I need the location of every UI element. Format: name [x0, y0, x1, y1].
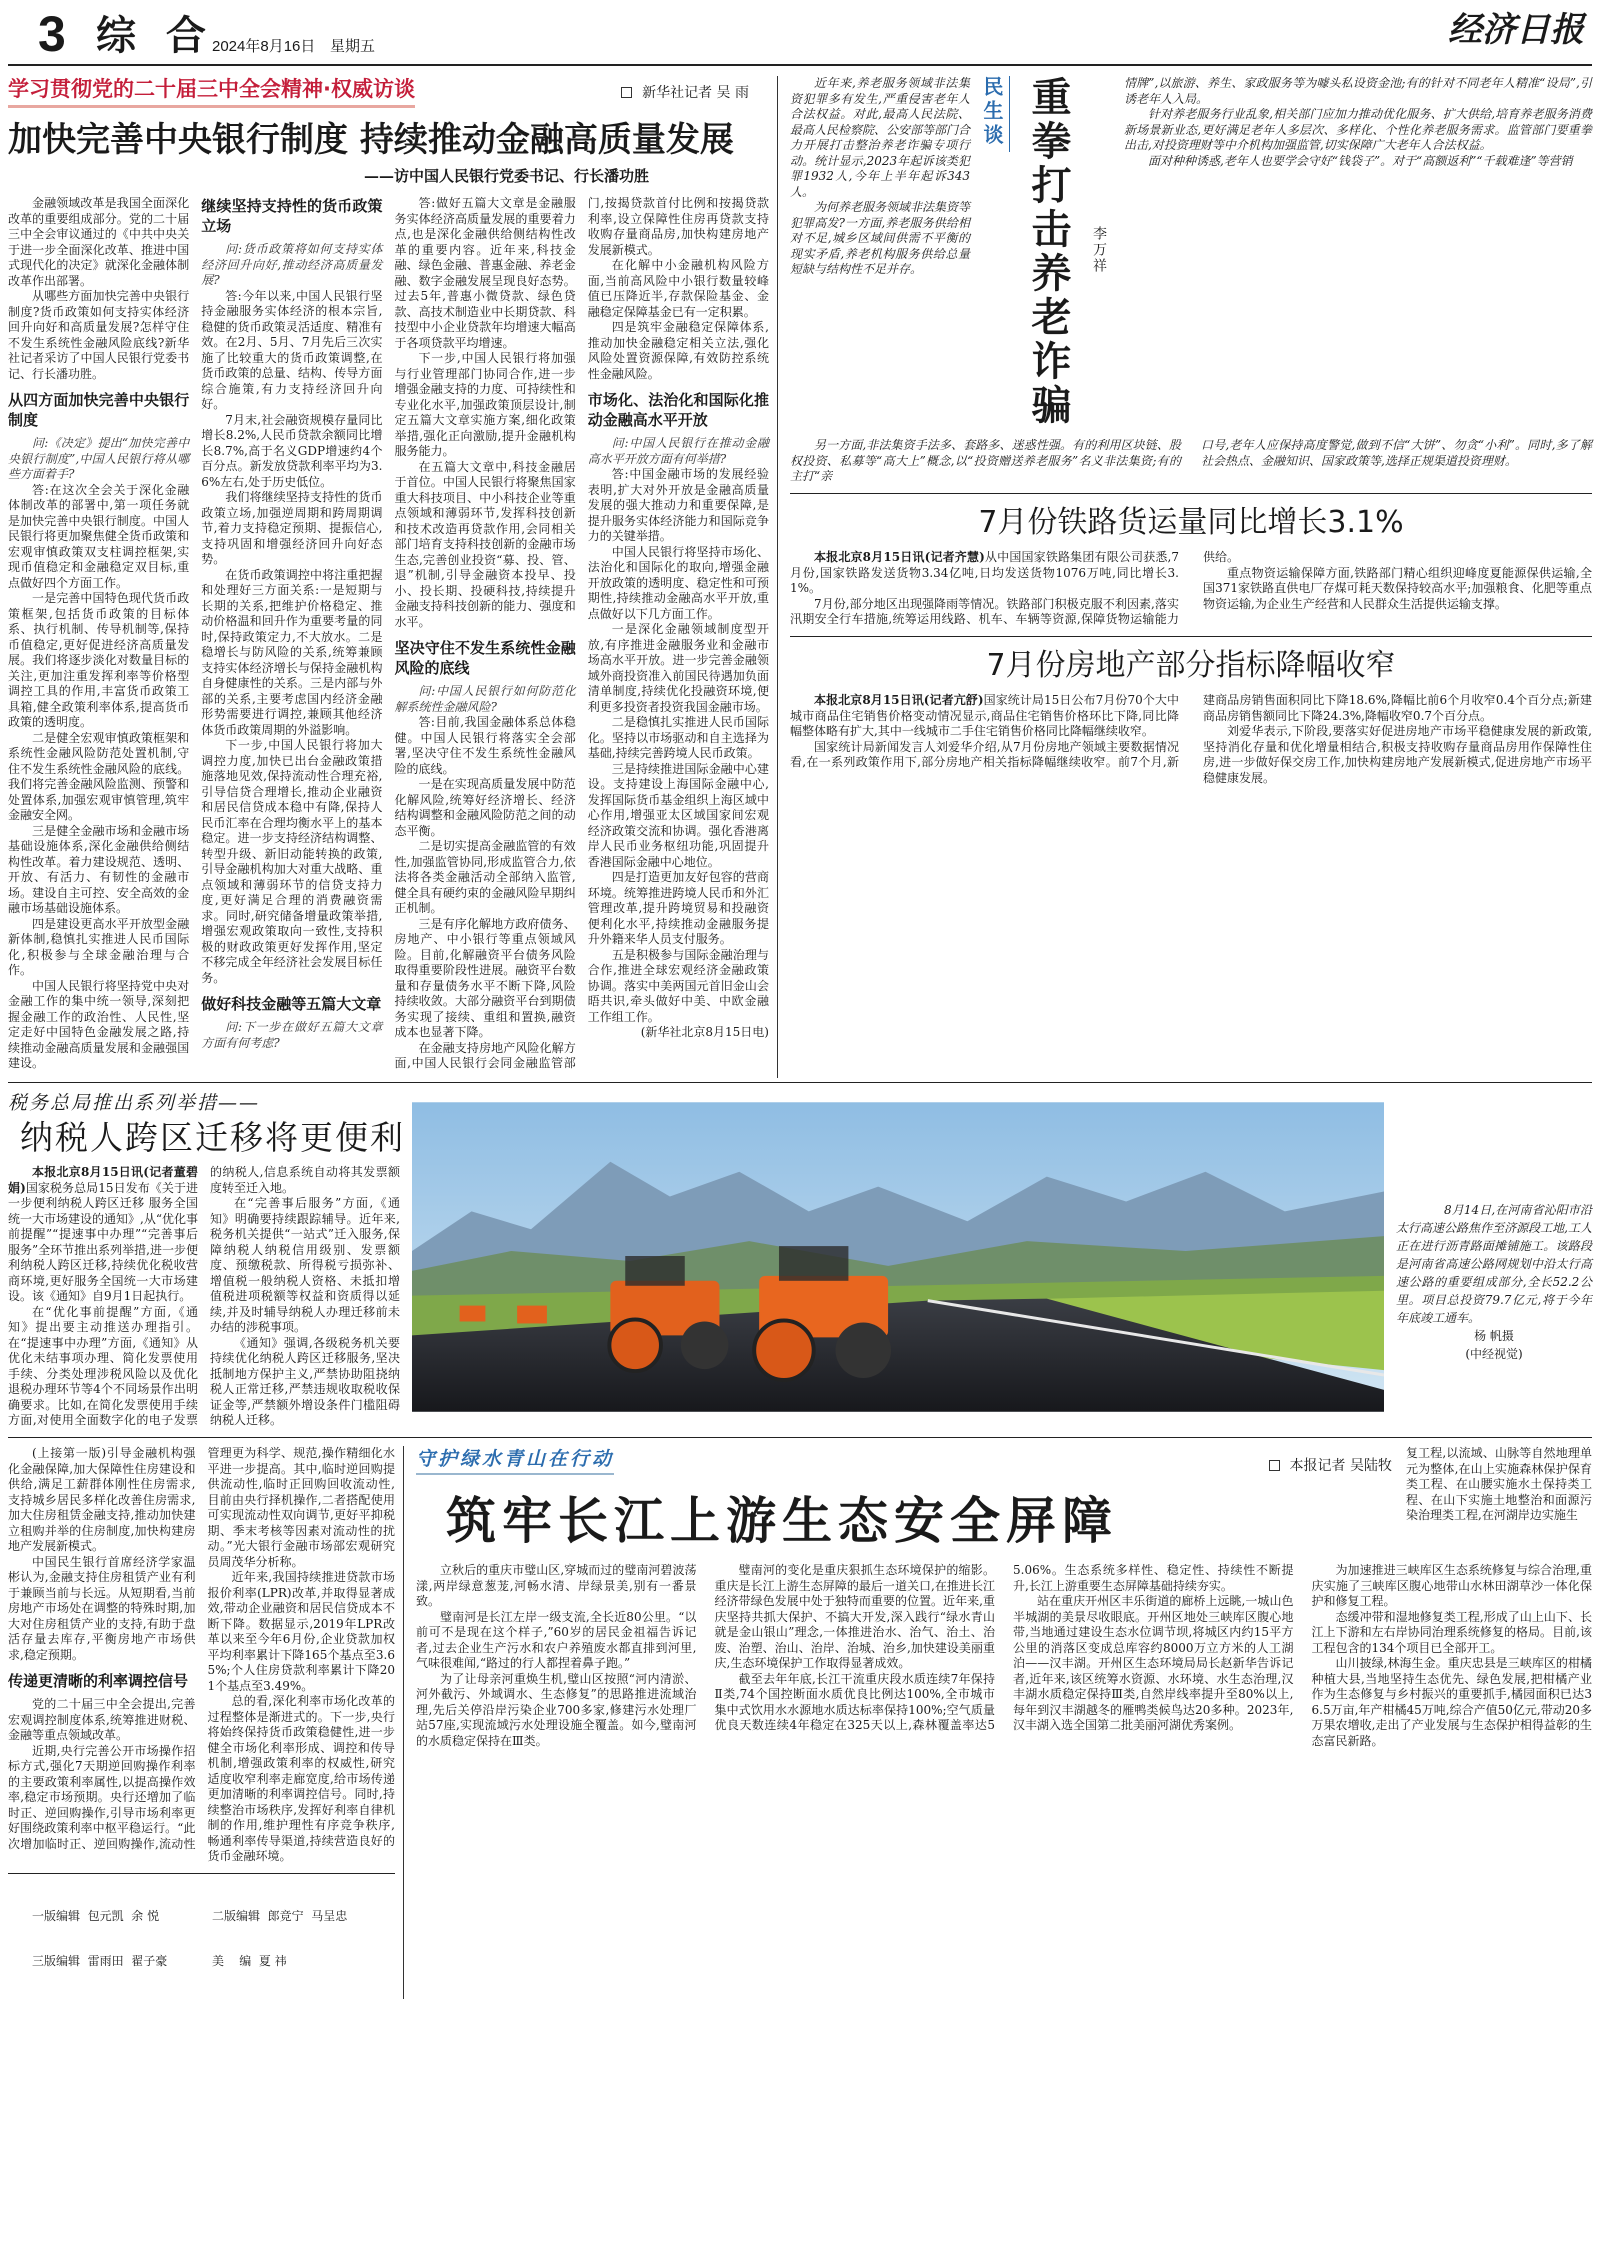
masthead: [0, 0, 1600, 66]
article-paragraph: 7月末,社会融资规模存量同比增长8.2%,人民币贷款余额同比增长8.7%,高于名义GDP增速约4个百分点。新发放贷款利率平均为3.6%左右,处于历史低位。: [201, 412, 383, 489]
article-paragraph: 我们将继续坚持支持性的货币政策立场,加强逆周期和跨周期调节,着力支持稳定预期、提振信心,支持巩固和增强经济回升向好态势。: [201, 490, 383, 566]
interview-question: 问:货币政策将如何支持实体经济回升向好,推动经济高质量发展?: [201, 242, 383, 287]
article-paragraph: 一是在实现高质量发展中防范化解风险,统筹好经济增长、经济结构调整和金融风险防范之间的动态平衡。: [394, 777, 576, 838]
section-rule: [8, 1082, 1592, 1084]
railway-article-body: [790, 550, 1592, 628]
newspaper-logo: 经济日报: [1448, 10, 1584, 50]
yangtze-article: [404, 1446, 1592, 1999]
article-paragraph: 四是建设更高水平开放型金融新体制,稳慎扎实推进人民币国际化,积极参与全球金融治理与合作。: [8, 916, 190, 977]
article-paragraph: 刘爱华表示,下阶段,要落实好促进房地产市场平稳健康发展的新政策,坚持消化存量和优化增量相结合,积极支持收购存量商品房用作保障性住房,进一步做好保交房工作,加快构建房地产发展新模式,促进房地产市场平稳健康发展。: [1203, 724, 1592, 785]
article-paragraph: 四是筑牢金融稳定保障体系,推动加快金融稳定相关立法,强化风险处置资源保障,有效防控系统性金融风险。: [587, 320, 769, 381]
commentary-author: [1090, 76, 1114, 432]
commentary-headline: [1020, 76, 1080, 432]
article-paragraph: 答:中国金融市场的发展经验表明,扩大对外开放是金融高质量发展的强大推动力和重要保障,是提升服务实体经济能力和国际竞争力的关键举措。: [587, 467, 769, 543]
article-paragraph: 从中国国家铁路集团有限公司获悉,7月份,国家铁路发送货物3.34亿吨,日均发送货物1076万吨,同比增长3.1%。: [790, 550, 1180, 595]
commentary-right: [1124, 76, 1592, 432]
article-paragraph: 近年来,我国持续推进贷款市场报价利率(LPR)改革,并取得显著成效,带动企业融资和居民信贷成本不断下降。数据显示,2019年LPR改革以来至今年6月份,企业贷款加权平均利率累计下降165个基点至3.65%;个人住房贷款利率累计下降201个基点至3.49%。: [207, 1570, 395, 1693]
article-paragraph: 三是健全金融市场和金融市场基础设施体系,深化金融供给侧结构性改革。着力建设规范、透明、开放、有活力、有韧性的金融市场。建设自主可控、安全高效的金融市场基础设施体系。: [8, 823, 190, 915]
article-paragraph: 立秋后的重庆市璧山区,穿城而过的璧南河碧波荡漾,两岸绿意葱茏,河畅水清、岸绿景美,别有一番景致。: [416, 1563, 697, 1608]
article-paragraph: 7月份,部分地区出现强降雨等情况。铁路部门积极克服不利因素,落实汛期安全行车措施,统筹运用线路、机车、车辆等资源,保障货物运输能力供给。: [790, 550, 1240, 626]
article-paragraph: 璧南河的变化是重庆狠抓生态环境保护的缩影。重庆是长江上游生态屏障的最后一道关口,在推进长江经济带绿色发展中处于独特而重要的位置。近年来,重庆坚持共抓大保护、不搞大开发,深入践行“绿水青山就是金山银山”理念,一体推进治水、治气、治土、治废、治塑、治山、治岸、治城、治乡,加快建设美丽重庆,生态环境保护工作取得显著成效。: [714, 1563, 995, 1670]
article-paragraph: 中国人民银行将坚持市场化、法治化和国际化的取向,增强金融开放政策的透明度、稳定性和可预期性,持续推动金融高水平开放,重点做好以下几方面工作。: [587, 544, 769, 621]
dateline: 本报北京8月15日讯(记者董碧娟): [8, 1165, 198, 1195]
yangtze-byline: [1269, 1457, 1392, 1475]
section-subheading: 做好科技金融等五篇大文章: [201, 995, 382, 1013]
section-rule: [790, 636, 1592, 638]
commentary-bottom-right: [1201, 438, 1592, 485]
article-paragraph: 为了让母亲河重焕生机,璧山区按照“河内清淤、河外截污、外域调水、生态修复”的思路推进流域治理,先后关停沿岸污染企业700多家,修建污水处理厂站57座,实现流域污水处理设施全覆盖。如今,璧南河的水质稳定保持在Ⅲ类。: [416, 1671, 697, 1748]
article-paragraph: 山川披绿,林海生金。重庆忠县是三峡库区的柑橘种植大县,当地坚持生态优先、绿色发展,把柑橘产业作为生态修复与乡村振兴的重要抓手,橘园面积已达36.5万亩,年产柑橘45万吨,综合产值50亿元,带动20多万果农增收,走出了产业发展与生态保护相得益彰的生态富民新路。: [1311, 1656, 1592, 1748]
article-paragraph: 下一步,中国人民银行将加强与行业管理部门协同合作,进一步增强金融支持的力度、可持续性和专业化水平,加强政策顶层设计,制定五篇大文章实施方案,细化政策举措,强化正向激励,提升金融机构服务能力。: [394, 351, 576, 458]
photo-caption: [1396, 1201, 1592, 1363]
byline-box-icon: [621, 87, 632, 98]
article-paragraph: 三是有序化解地方政府债务、房地产、中小银行等重点领域风险。目前,化解融资平台债务风险取得重要阶段性进展。融资平台数量和存量债务水平不断下降,风险持续收敛。大部分融资平台到期债务实现了接续、重组和置换,融资成本也显著下降。: [394, 916, 576, 1039]
article-paragraph: 《通知》强调,各级税务机关要持续优化纳税人跨区迁移服务,坚决抵制地方保护主义,严禁协助阻挠纳税人正常迁移,严禁违规收取税收保证金等,严禁额外增设条件门槛阻碍纳税人迁移。: [210, 1335, 400, 1427]
article-paragraph: 二是健全宏观审慎政策框架和系统性金融风险防范处置机制,守住不发生系统性金融风险的底线。我们将完善金融风险监测、预警和处置体系,加强宏观审慎管理,筑牢金融安全网。: [8, 730, 190, 822]
issue-weekday: 星期五: [330, 38, 376, 55]
author-text: 李万祥: [1091, 226, 1107, 274]
commentary-paragraph: 为何养老服务领域非法集资等犯罪高发?一方面,养老服务供给相对不足,城乡区域间供需不平衡的现实矛盾,养老机构服务供给总量短缺与结构性不足并存。: [790, 200, 971, 276]
article-paragraph: 国家统计局15日公布7月份70个大中城市商品住宅销售价格变动情况显示,商品住宅销售价格环比下降,同比降幅整体略有扩大,其中一线城市二手住宅销售价格同比降幅继续收窄。: [790, 693, 1179, 738]
section-subheading: 从四方面加快完善中央银行制度: [8, 391, 190, 429]
article-paragraph: (上接第一版)引导金融机构强化金融保障,加大保障性住房建设和供给,满足工薪群体刚性住房需求,支持城乡居民多样化改善住房需求,加大住房租赁金融支持,推动加快建立租购并举的住房制度,加快构建房地产发展新模式。: [8, 1446, 196, 1553]
byline-text: 本报记者 吴陆牧: [1289, 1458, 1392, 1474]
photo-credit: 杨 帆摄: [1474, 1329, 1514, 1343]
article-paragraph: 在金融支持房地产风险化解方面,中国人民银行会同金融监管部门,按揭贷款首付比例和按揭贷款利率,设立保障性住房再贷款支持收购存量商品房,加快构建房地产发展新模式。: [394, 196, 769, 1070]
article-paragraph: 五是积极参与国际金融治理与合作,推进全球宏观经济金融政策协调。落实中美两国元首旧金山会晤共识,牵头做好中美、中欧金融工作组工作。: [587, 947, 769, 1024]
editors-rule: [8, 1873, 395, 1875]
railway-headline: 7月份铁路货运量同比增长3.1%: [978, 505, 1404, 540]
yangtze-headline: 筑牢长江上游生态安全屏障: [446, 1492, 1118, 1550]
commentary-paragraph: 情牌”,以旅游、养生、家政服务等为噱头私设资金池;有的针对不同老年人精准“设局”,引诱老年人入局。: [1124, 76, 1592, 106]
article-paragraph: 璧南河是长江左岸一级支流,全长近80公里。“以前可不是现在这个样子,”60岁的居民金祖福告诉记者,过去企业生产污水和农户养殖废水都直排到河里,气味很难闻,“路过的行人都捏着鼻子跑。”: [416, 1609, 697, 1670]
article-paragraph: 在“完善事后服务”方面,《通知》明确要持续跟踪辅导。近年来,税务机关提供“一站式”迁入服务,保障纳税人纳税信用级别、发票额度、预缴税款、所得税亏损弥补、增值税一般纳税人资格、未抵扣增值税进项税额等权益和资质得以延续,并及时辅导纳税人办理迁移前未办结的涉税事项。: [210, 1196, 400, 1334]
commentary-left: [790, 76, 970, 432]
lead-article: [8, 76, 778, 1078]
construction-photo: [412, 1101, 1384, 1413]
article-paragraph: 答:今年以来,中国人民银行坚持金融服务实体经济的根本宗旨,稳健的货币政策灵活适度、精准有效。在2月、5月、7月先后三次实施了比较重大的货币政策调整,在货币政策的总量、结构、传导方面综合施策,有力支持经济回升向好。: [201, 288, 383, 411]
article-paragraph: 在五篇大文章中,科技金融居于首位。中国人民银行将聚焦国家重大科技项目、中小科技企业等重点领域和薄弱环节,发挥科技创新和技术改造再贷款作用,会同相关部门培育支持科技创新的金融市场生态,完善创业投资“募、投、管、退”机制,引导金融资本投早、投小、投长期、投硬科技,持续提升金融支持科技创新的能力、强度和水平。: [394, 459, 576, 629]
interview-question: 问:中国人民银行如何防范化解系统性金融风险?: [394, 684, 576, 714]
section-rule: [8, 1437, 1592, 1439]
tax-headline: 纳税人跨区迁移将更便利: [20, 1118, 405, 1157]
article-paragraph: 站在重庆开州区丰乐街道的廊桥上远眺,一城山色半城湖的美景尽收眼底。开州区地处三峡库区腹心地带,当地通过建设生态水位调节坝,将城区内约15平方公里的消落区变成总库容约8000万立方米的人工湖泊——汉丰湖。开州区生态环境局局长赵新华告诉记者,近年来,该区统筹水资源、水环境、水生态治理,汉丰湖水质稳定保持Ⅲ类,自然岸线率提升至80%以上,每年到汉丰湖越冬的雁鸭类候鸟达20多种。2023年,汉丰湖入选全国第二批美丽河湖优秀案例。: [1013, 1594, 1294, 1732]
yangtze-side-text: [1406, 1446, 1592, 1553]
tax-kicker: 税务总局推出系列举措——: [8, 1092, 261, 1114]
section-name: 综 合: [96, 12, 214, 59]
article-paragraph: 一是完善中国特色现代货币政策框架,包括货币政策的目标体系、执行机制、传导机制等,保持币值稳定,更好促进经济高质量发展。我们将逐步淡化对数量目标的关注,更加注重发挥利率等价格型调控工具的作用,丰富货币政策工具箱,健全政策利率体系,提高货币政策的透明度。: [8, 591, 190, 729]
yangtze-header: [416, 1446, 1392, 1553]
commentary-paragraph: 面对种种诱惑,老年人也要学会守好“钱袋子”。对于“高额返利”“千载难逢”等营销: [1148, 153, 1573, 168]
lead-byline: [621, 84, 769, 108]
editors-credits: [8, 1879, 395, 1999]
interview-question: 问:中国人民银行在推动金融高水平开放方面有何举措?: [587, 436, 769, 466]
article-paragraph: 截至去年年底,长江干流重庆段水质连续7年保持Ⅱ类,74个国控断面水质优良比例达100%,全市城市集中式饮用水水源地水质达标率保持100%;空气质量优良天数连续4年稳定在325天以上,森林覆盖率达55.06%。生态系统多样性、稳定性、持续性不断提升,长江上游重要生态屏障基础持续夯实。: [714, 1563, 1294, 1732]
continuation-article-body: [8, 1446, 395, 1865]
column-label-text: 民生谈: [980, 76, 1004, 148]
tax-article-body: [8, 1165, 400, 1429]
article-paragraph: 国家统计局新闻发言人刘爱华介绍,从7月份房地产领域主要数据情况看,在一系列政策作用下,部分房地产相关指标降幅继续收窄。前7个月,新建商品房销售面积同比下降18.6%,降幅比前6个月收窄0.4个百分点;新建商品房销售额同比下降24.3%,降幅收窄0.7个百分点。: [790, 693, 1592, 769]
article-paragraph: 总的看,深化利率市场化改革的过程整体是渐进式的。下一步,央行将始终保持货币政策稳健性,进一步健全市场化利率形成、调控和传导机制,增强政策利率的权威性,研究适度收窄利率走廊宽度,给市场传递更加清晰的利率调控信号。同时,持续整治市场秩序,发挥好利率自律机制的作用,维护理性有序竞争秩序,畅通利率传导渠道,持续营造良好的货币金融环境。: [207, 1694, 395, 1863]
commentary-paragraph: 另一方面,非法集资手法多、套路多、迷惑性强。有的利用区块链、股权投资、私募等“高大上”概念,以“投资赠送养老服务”名义非法集资;有的主打“亲: [790, 438, 1181, 483]
article-paragraph: 一是深化金融领域制度型开放,有序推进金融服务业和金融市场高水平开放。进一步完善金融领域外商投资准入前国民待遇加负面清单制度,持续优化投融资环境,便利更多投资者投资我国金融市场。: [587, 622, 769, 714]
section-subheading: 坚决守住不发生系统性金融风险的底线: [394, 639, 576, 677]
article-paragraph: 在货币政策调控中将注重把握和处理好三方面关系:一是短期与长期的关系,把维护价格稳定、推动价格温和回升作为重要考量的同时,保持政策定力,不大放水。二是稳增长与防风险的关系,统筹兼顾支持实体经济增长与保持金融机构自身健康性的关系。三是内部与外部的关系,主要考虑国内经济金融形势需要进行调控,兼顾其他经济体货币政策周期的外溢影响。: [201, 567, 383, 737]
article-paragraph: 中国民生银行首席经济学家温彬认为,金融支持住房租赁产业有利于兼顾当前与长远。从短期看,当前房地产市场处在调整的特殊时期,加大对住房租赁产业的支持,有助于盘活存量去库存,平衡房地产市场供求,稳定预期。: [8, 1554, 196, 1662]
interview-question: 问:下一步在做好五篇大文章方面有何考虑?: [201, 1020, 383, 1050]
commentary: [790, 76, 1592, 485]
editor-credit: 二版编辑 郎竞宁 马呈忠: [212, 1909, 348, 1923]
lead-article-body: [8, 196, 769, 1078]
article-paragraph: 答:目前,我国金融体系总体稳健。中国人民银行将落实全会部署,坚决守住不发生系统性金融风险的底线。: [394, 715, 576, 776]
article-paragraph: 在“优化事前提醒”方面,《通知》提出要主动推送办理指引。在“提速事中办理”方面,《通知》从优化未结事项办理、简化发票使用手续、分类处理涉税风险以及优化退税办理环节等4个不同场景作出明确要求。比如,在简化发票使用手续方面,对使用全面数字化的电子发票的纳税人,信息系统自动将其发票额度转至迁入地。: [8, 1165, 400, 1427]
commentary-bottom-left: [790, 438, 1181, 485]
editor-credit: 一版编辑 包元凯 余 悦: [32, 1909, 160, 1923]
article-paragraph: 从哪些方面加快完善中央银行制度?货币政策如何支持实体经济回升向好和高质量发展?怎样守住不发生系统性金融风险底线?新华社记者采访了中国人民银行党委书记、行长潘功胜。: [8, 289, 190, 381]
tax-article: [8, 1091, 405, 1429]
article-paragraph: 三是持续推进国际金融中心建设。支持建设上海国际金融中心,发挥国际货币基金组织上海区域中心作用,增强亚太区域国家间宏观经济政策交流和协调。强化香港离岸人民币业务枢纽功能,巩固提升香港国际金融中心地位。: [587, 761, 769, 869]
article-paragraph: 答:做好五篇大文章是金融服务实体经济高质量发展的重要着力点,也是深化金融供给侧结构性改革的重要内容。近年来,科技金融、绿色金融、普惠金融、养老金融、数字金融发展呈现良好态势。过去5年,普惠小微贷款、绿色贷款、高技术制造业中长期贷款、科技型中小企业贷款年均增速大幅高于各项贷款平均增速。: [394, 196, 576, 350]
article-paragraph: 答:在这次全会关于深化金融体制改革的部署中,第一项任务就是加快完善中央银行制度。中国人民银行将更加聚焦健全货币政策和宏观审慎政策双支柱调控框架,实现币值稳定和金融稳定双目标,重点做好四个方面工作。: [8, 482, 190, 590]
article-paragraph: 近期,央行完善公开市场操作招标方式,强化7天期逆回购操作利率的主要政策利率属性,以提高操作效率,稳定市场预期。央行还增加了临时正、逆回购操作,引导市场利率更好围绕政策利率中枢平稳运行。“此次增加临时正、逆回购操作,流动性管理更为科学、规范,操作精细化水平进一步提高。其中,临时逆回购提供流动性,临时正回购回收流动性,目前由央行择机操作,二者搭配使用可实现流动性双向调节,更好平抑税期、季末考核等因素对流动性的扰动。”光大银行金融市场部宏观研究员周茂华分析称。: [8, 1446, 395, 1851]
interview-question: 问:《决定》提出“加快完善中央银行制度”,中国人民银行将从哪些方面着手?: [8, 436, 190, 481]
article-paragraph: 二是稳慎扎实推进人民币国际化。坚持以市场驱动和自主选择为基础,持续完善跨境人民币政策。: [587, 715, 769, 760]
dateline: 本报北京8月15日讯(记者亢舒): [814, 693, 984, 707]
article-paragraph: 重点物资运输保障方面,铁路部门精心组织迎峰度夏能源保供运输,全国371家铁路直供电厂存煤可耗天数保持较高水平;加强粮食、化肥等重点物资运输,为企业生产经营和人民群众生活提供运输支撑。: [1203, 565, 1592, 611]
section-subheading: 市场化、法治化和国际化推动金融高水平开放: [587, 391, 769, 429]
masthead-rule: [8, 64, 1592, 66]
photo-source: (中经视觉): [1465, 1347, 1523, 1361]
article-paragraph: 金融领域改革是我国全面深化改革的重要组成部分。党的二十届三中全会审议通过的《中共中央关于进一步全面深化改革、推进中国式现代化的决定》就深化金融体制改革作出部署。: [8, 196, 190, 288]
article-paragraph: 态缓冲带和湿地修复类工程,形成了山上山下、长江上下游和左右岸协同治理系统修复的格局。目前,该工程包含的134个项目已全部开工。: [1311, 1609, 1592, 1655]
article-paragraph: 为加速推进三峡库区生态系统修复与综合治理,重庆实施了三峡库区腹心地带山水林田湖草沙一体化保护和修复工程。: [1311, 1563, 1592, 1608]
article-paragraph: 在化解中小金融机构风险方面,当前高风险中小银行数量较峰值已压降近半,存款保险基金、金融稳定保障基金已有一定积累。: [587, 258, 769, 319]
commentary-headline-text: 重拳打击养老诈骗: [1025, 76, 1071, 428]
section-rule: [790, 493, 1592, 495]
article-paragraph: 四是打造更加友好包容的营商环境。统筹推进跨境人民币和外汇管理改革,提升跨境贸易和投融资便利化水平,持续推动金融服务提升外籍来华人员支付服务。: [587, 870, 769, 946]
commentary-top: [790, 76, 1592, 432]
dateline: 本报北京8月15日讯(记者齐慧): [814, 550, 985, 564]
right-column: [778, 76, 1592, 1078]
byline-box-icon: [1269, 1460, 1280, 1471]
middle-band: [0, 1091, 1600, 1429]
article-signoff: (新华社北京8月15日电): [640, 1025, 769, 1039]
page-content: [0, 70, 1600, 1999]
article-paragraph: 二是切实提高金融监管的有效性,加强监管协同,形成监管合力,依法将各类金融活动全部纳入监管,健全具有硬约束的金融风险早期纠正机制。: [394, 839, 576, 915]
yangtze-header-row: [416, 1446, 1592, 1553]
yangtze-kicker: [416, 1446, 614, 1475]
editor-credit: 美 编 夏 祎: [212, 1954, 287, 1968]
lead-kicker: [8, 76, 415, 108]
yangtze-article-body: [416, 1563, 1592, 1749]
lead-subtitle: ——访中国人民银行党委书记、行长潘功胜: [363, 167, 649, 185]
top-band: [0, 70, 1600, 1078]
article-paragraph: 下一步,中国人民银行将加大调控力度,加快已出台金融政策措施落地见效,保持流动性合理充裕,引导信贷合理增长,推动企业融资和居民信贷成本稳中有降,保持人民币汇率在合理均衡水平上的基本稳定。进一步支持经济结构调整、转型升级、新旧动能转换的政策,引导金融机构加大对重大战略、重点领域和薄弱环节的信贷支持力度,更好满足合理的消费融资需求。同时,研究储备增量政策举措,增强宏观政策取向一致性,支持积极的财政政策更好发挥作用,坚定不移完成全年经济社会发展目标任务。: [201, 738, 383, 985]
property-article-body: [790, 693, 1592, 786]
editor-credit: 三版编辑 雷雨田 翟子豪: [32, 1954, 168, 1968]
yangtze-kicker-row: [416, 1446, 1392, 1475]
property-headline: 7月份房地产部分指标降幅收窄: [986, 648, 1396, 683]
commentary-column-label: [980, 76, 1010, 152]
continuation-article: [8, 1446, 404, 1999]
article-paragraph: 国家税务总局15日发布《关于进一步便利纳税人跨区迁移 服务全国统一大市场建设的通知》,从“优化事前提醒”“提速事中办理”“完善事后服务”全环节推出系列举措,进一步便利纳税人跨区迁移,持续优化税收营商环境,更好服务全国统一大市场建设。该《通知》自9月1日起执行。: [8, 1180, 198, 1303]
commentary-paragraph: 针对养老服务行业乱象,相关部门应加力推动优化服务、扩大供给,培育养老服务消费新场景新业态,更好满足老年人多层次、多样化、个性化养老服务需求。监管部门要重拳出击,对投资理财等中介机构加强监管,切实保障广大老年人合法权益。: [1124, 107, 1592, 152]
commentary-paragraph: 口号,老年人应保持高度警觉,做到不信“大饼”、勿贪“小利”。同时,多了解社会热点、金融知识、国家政策等,选择正规渠道投资理财。: [1201, 438, 1592, 468]
kicker-text: 守护绿水青山在行动: [416, 1448, 615, 1470]
section-subheading: 传递更清晰的利率调控信号: [8, 1672, 189, 1690]
lead-header-row: [8, 76, 769, 108]
commentary-bottom: [790, 438, 1592, 485]
page-number: 3: [38, 6, 66, 62]
lead-kicker-text: 学习贯彻党的二十届三中全会精神·权威访谈: [8, 77, 415, 101]
commentary-paragraph: 近年来,养老服务领域非法集资犯罪多有发生,严重侵害老年人合法权益。对此,最高人民法院、最高人民检察院、公安部等部门合力开展打击整治养老诈骗专项行动。统计显示,2023年起诉该类犯罪1932人,今年上半年起诉343人。: [790, 76, 971, 199]
caption-text: 8月14日,在河南省沁阳市沿太行高速公路焦作至济源段工地,工人正在进行沥青路面摊铺施工。该路段是河南省高速公路网规划中沿太行高速公路的重要组成部分,全长52.2公里。项目总投资79.7亿元,将于今年年底竣工通车。: [1396, 1203, 1592, 1325]
article-paragraph: 复工程,以流域、山脉等自然地理单元为整体,在山上实施森林保护保育类工程、在山腰实施水土保持类工程、在山下实施土地整治和面源污染治理类工程,在河湖岸边实施生: [1406, 1446, 1592, 1522]
article-paragraph: 中国人民银行将坚持党中央对金融工作的集中统一领导,深刻把握金融工作的政治性、人民性,坚定走好中国特色金融发展之路,持续推动金融高质量发展和金融强国建设。: [8, 978, 190, 1070]
section-subheading: 继续坚持支持性的货币政策立场: [201, 197, 383, 235]
article-paragraph: 党的二十届三中全会提出,完善宏观调控制度体系,统筹推进财税、金融等重点领域改革。: [8, 1697, 196, 1742]
issue-date: 2024年8月16日: [212, 38, 316, 55]
bottom-band: [0, 1446, 1600, 1999]
byline-text: 新华社记者 吴 雨: [642, 85, 749, 101]
lead-headline: 加快完善中央银行制度 持续推动金融高质量发展: [8, 120, 734, 160]
